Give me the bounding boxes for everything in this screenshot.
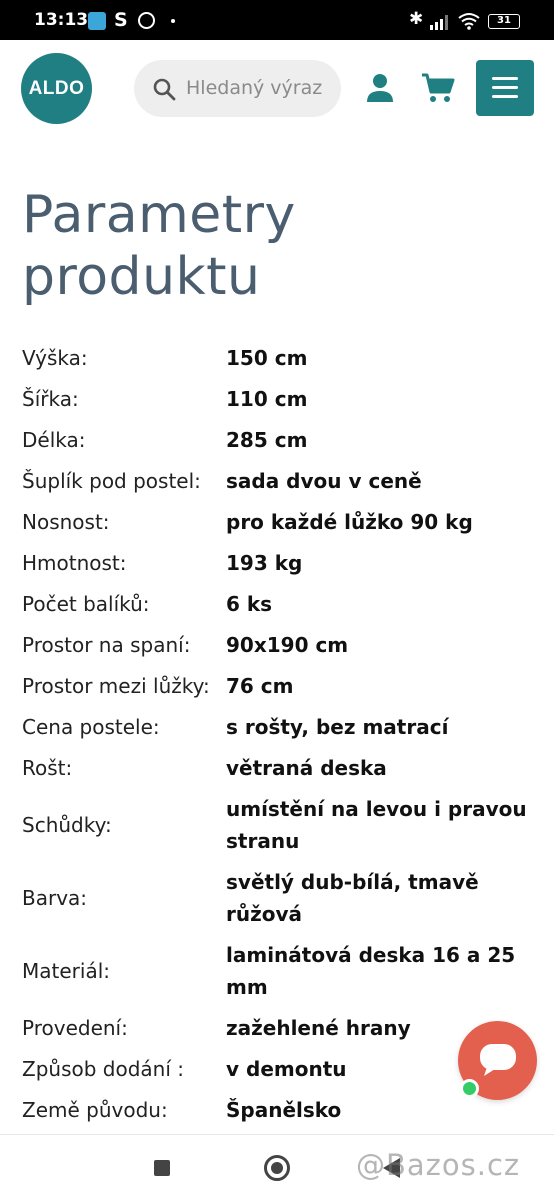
param-label: Rošt: bbox=[22, 756, 73, 780]
param-value: 110 cm bbox=[226, 387, 308, 411]
param-label: Materiál: bbox=[22, 959, 110, 983]
recent-apps-icon[interactable] bbox=[154, 1160, 170, 1176]
param-value: 150 cm bbox=[226, 346, 308, 370]
bluetooth-icon: ✱ bbox=[409, 9, 424, 29]
status-time: 13:13 bbox=[34, 10, 89, 30]
search-bar[interactable] bbox=[134, 60, 341, 117]
chat-icon bbox=[479, 1043, 517, 1077]
table-row bbox=[22, 935, 532, 1008]
table-row bbox=[22, 502, 532, 543]
hamburger-menu-icon[interactable] bbox=[476, 60, 534, 116]
table-row bbox=[22, 1049, 532, 1090]
signal-icon bbox=[430, 14, 452, 30]
page-title bbox=[22, 184, 522, 308]
table-row bbox=[22, 789, 532, 862]
page-title-line1: Parametry bbox=[22, 185, 296, 245]
table-row bbox=[22, 625, 532, 666]
param-label: Šuplík pod postel: bbox=[22, 469, 201, 493]
param-value: laminátová deska 16 a 25 mm bbox=[226, 943, 516, 999]
param-label: Prostor na spaní: bbox=[22, 633, 191, 657]
param-label: Způsob dodání : bbox=[22, 1057, 184, 1081]
table-row bbox=[22, 461, 532, 502]
param-label: Země původu: bbox=[22, 1098, 168, 1122]
table-row bbox=[22, 707, 532, 748]
param-value: s rošty, bez matrací bbox=[226, 715, 449, 739]
site-header bbox=[0, 40, 554, 140]
param-label: Schůdky: bbox=[22, 813, 112, 837]
param-label: Cena postele: bbox=[22, 715, 160, 739]
whatsapp-icon bbox=[138, 12, 155, 29]
param-label: Barva: bbox=[22, 886, 88, 910]
param-value: 6 ks bbox=[226, 592, 273, 616]
param-value: v demontu bbox=[226, 1057, 347, 1081]
param-value: světlý dub-bílá, tmavě růžová bbox=[226, 870, 479, 926]
table-row bbox=[22, 584, 532, 625]
param-label: Provedení: bbox=[22, 1016, 128, 1040]
more-notifications-icon bbox=[171, 19, 175, 23]
param-label: Šířka: bbox=[22, 387, 79, 411]
table-row bbox=[22, 420, 532, 461]
param-label: Nosnost: bbox=[22, 510, 110, 534]
param-value: 193 kg bbox=[226, 551, 303, 575]
param-value: 285 cm bbox=[226, 428, 308, 452]
watermark: @Bazos.cz bbox=[356, 1148, 521, 1182]
param-label: Počet balíků: bbox=[22, 592, 150, 616]
table-row bbox=[22, 862, 532, 935]
param-label: Výška: bbox=[22, 346, 88, 370]
param-value: pro každé lůžko 90 kg bbox=[226, 510, 473, 534]
table-row bbox=[22, 379, 532, 420]
param-value: 76 cm bbox=[226, 674, 294, 698]
wifi-icon bbox=[458, 12, 480, 30]
s-app-icon: S bbox=[114, 9, 128, 31]
app-notification-icon bbox=[88, 12, 106, 30]
online-status-icon bbox=[460, 1079, 479, 1098]
table-row bbox=[22, 1008, 532, 1049]
table-row bbox=[22, 1090, 532, 1131]
param-value: 90x190 cm bbox=[226, 633, 349, 657]
status-bar bbox=[0, 0, 554, 40]
param-label: Délka: bbox=[22, 428, 86, 452]
param-value: umístění na levou i pravou stranu bbox=[226, 797, 527, 853]
param-value: zažehlené hrany bbox=[226, 1016, 411, 1040]
page-title-line2: produktu bbox=[22, 247, 261, 307]
table-row bbox=[22, 666, 532, 707]
param-value: větraná deska bbox=[226, 756, 387, 780]
param-label: Hmotnost: bbox=[22, 551, 127, 575]
search-icon[interactable] bbox=[152, 77, 176, 101]
param-value: sada dvou v ceně bbox=[226, 469, 422, 493]
param-label: Prostor mezi lůžky: bbox=[22, 674, 210, 698]
param-value: Španělsko bbox=[226, 1098, 342, 1122]
home-icon[interactable] bbox=[264, 1155, 290, 1181]
search-input[interactable] bbox=[186, 72, 332, 104]
cart-icon[interactable] bbox=[421, 72, 455, 104]
battery-icon: 31 bbox=[488, 14, 520, 29]
table-row bbox=[22, 543, 532, 584]
table-row bbox=[22, 338, 532, 379]
logo[interactable]: ALDO bbox=[21, 53, 92, 124]
product-parameters-table bbox=[22, 338, 532, 1131]
user-icon[interactable] bbox=[366, 73, 394, 103]
table-row bbox=[22, 748, 532, 789]
